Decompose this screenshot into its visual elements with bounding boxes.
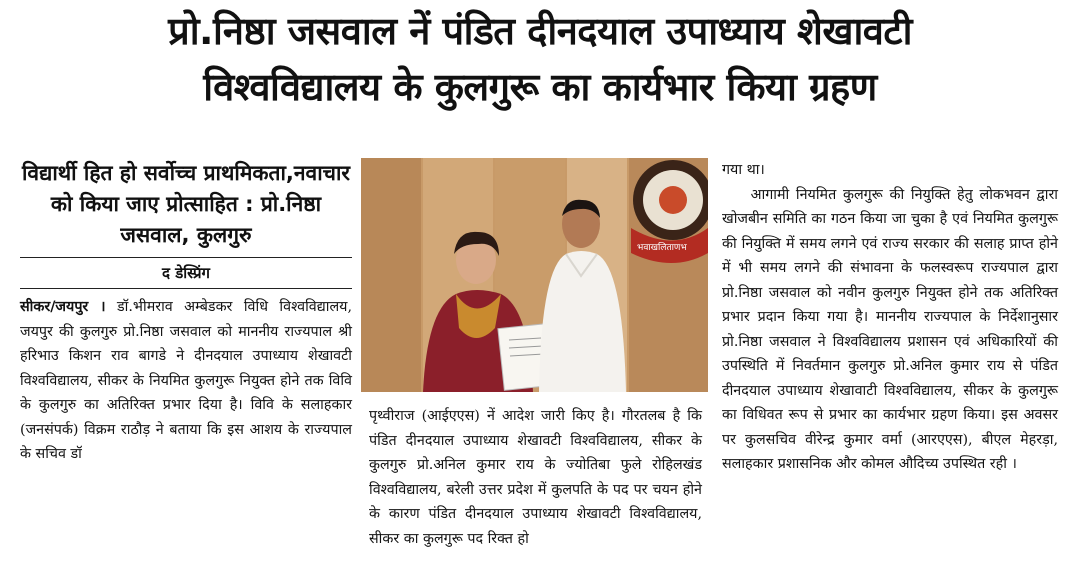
- headline: [0, 6, 1080, 112]
- col3-paragraph-1: गया था।: [722, 162, 765, 178]
- news-photo: [361, 158, 708, 392]
- subheadline: विद्यार्थी हित हो सर्वोच्च प्राथमिकता,नवाचार को किया जाए प्रोत्साहित : प्रो.निष्ठा जसवाल, कुलगुरु: [21, 161, 351, 247]
- divider-bottom: [20, 288, 352, 289]
- headline-line-1: प्रो.निष्ठा जसवाल नें पंडित दीनदयाल उपाध्याय शेखावटी: [168, 9, 912, 53]
- col3-paragraph-2: आगामी नियमित कुलगुरू की नियुक्ति हेतु लोकभवन द्वारा खोजबीन समिति का गठन किया जा चुका है एवं नियमित कुलगुरू की नियुक्ति में समय लगने एवं राज्य सरकार की सलाह प्राप्त होने में भी समय लगने की संभावना के फलस्वरूप राज्यपाल द्वारा प्रो.निष्ठा जसवाल को नवीन कुलगुरु नियुक्त होने तक अतिरिक्त प्रभार प्रदान किया गया है। माननीय राज्यपाल के निर्देशानुसार प्रो.निष्ठा जसवाल ने विश्वविद्यालय प्रशासन एवं अधिकारियों की उपस्थिति में निवर्तमान कुलगुरु प्रो.अनिल कुमार राय से पंडित दीनदयाल उपाध्याय शेखावाटी विश्वविद्यालय, सीकर के कुलगुरू का विधिवत रूप से प्रभार का कार्यभार ग्रहण किया। इस अवसर पर कुलसचिव वीरेन्द्र कुमार वर्मा (आरएएस), बीएल मेहरड़ा, सलाहकार प्रशासनिक और कोमल औदिच्य उपस्थित रही ।: [722, 186, 1058, 472]
- emblem-text: भवाखलिताणभ: [637, 243, 687, 253]
- photo-illustration: [361, 158, 708, 392]
- byline: द डेस्प्रिंग: [162, 264, 210, 282]
- article-body-col3: [722, 158, 1058, 477]
- col1-text: डॉ.भीमराव अम्बेडकर विधि विश्वविद्यालय, जयपुर की कुलगुरु प्रो.निष्ठा जसवाल को माननीय राज्यपाल श्री हरिभाउ किशन राव बागडे ने दीनदयाल उपाध्याय शेखावटी विश्वविद्यालय, सीकर के नियमित कुलगुरू नियुक्त होने तक विवि के कुलगुरु का अतिरिक्त प्रभार दिया है। विवि के सलाहकार (जनसंपर्क) विक्रम राठौड़ ने बताया कि इस आशय के राज्यपाल के सचिव डॉ: [20, 299, 352, 462]
- column-left: [20, 158, 352, 467]
- article-body-col1: [20, 295, 352, 467]
- dateline: सीकर/जयपुर ।: [20, 299, 106, 315]
- headline-line-2: विश्वविद्यालय के कुलगुरू का कार्यभार किया ग्रहण: [203, 65, 877, 109]
- article-body-col2: पृथ्वीराज (आईएएस) नें आदेश जारी किए है। गौरतलब है कि पंडित दीनदयाल उपाध्याय शेखावटी विश्वविद्यालय, सीकर के कुलगुरु प्रो.अनिल कुमार राय के ज्योतिबा फुले रोहिलखंड विश्वविद्यालय, बरेली उत्तर प्रदेश में कुलपति के पद पर चयन होने के कारण पंडित दीनदयाल उपाध्याय शेखावटी विश्वविद्यालय, सीकर का कुलगुरू पद रिक्त हो: [369, 408, 702, 547]
- university-emblem: [631, 160, 708, 263]
